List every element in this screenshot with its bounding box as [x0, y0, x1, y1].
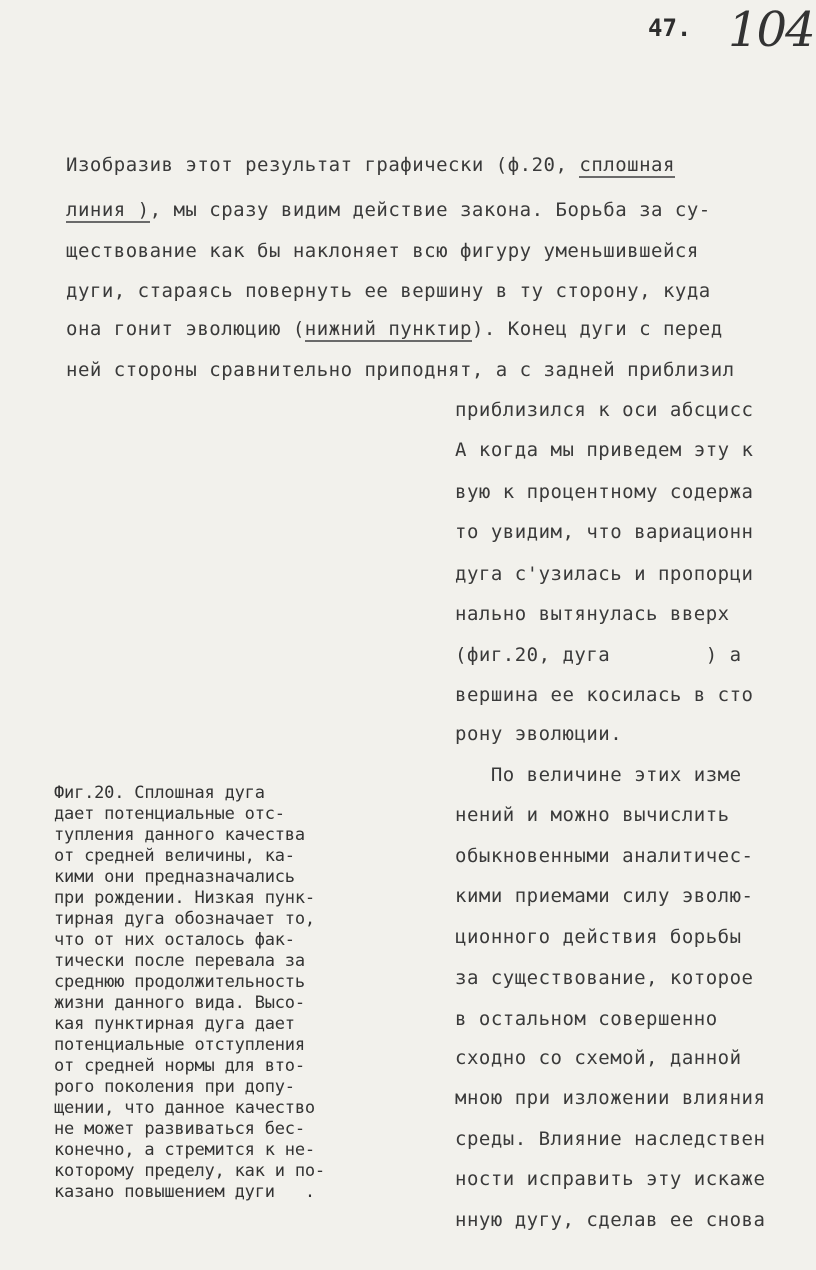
caption-line: от средней нормы для вто-: [54, 1056, 305, 1076]
caption-line: конечно, а стремится к не-: [54, 1140, 315, 1160]
text-line: А когда мы приведем эту к: [455, 439, 754, 461]
caption-line: щении, что данное качество: [54, 1098, 315, 1118]
caption-line: которому пределу, как и по-: [54, 1161, 325, 1181]
text-line: сходно со схемой, данной: [455, 1047, 742, 1069]
text-line: линия ), мы сразу видим действие закона. Борьба за су-: [66, 199, 711, 221]
caption-line: от средней величины, ка-: [54, 846, 295, 866]
caption-line: Фиг.20. Сплошная дуга: [54, 783, 265, 803]
page-number-typed: 47.: [648, 14, 692, 42]
text-line: Изобразив этот результат графически (ф.20, сплошная: [66, 154, 675, 176]
text-line: за существование, которое: [455, 967, 754, 989]
text-line: вую к процентному содержа: [455, 481, 754, 503]
text-line: нений и можно вычислить: [455, 804, 730, 826]
page-number-handwritten: 104: [728, 2, 814, 58]
caption-line: кими они предназначались: [54, 867, 295, 887]
text-line: По величине этих изме: [455, 764, 742, 786]
text-line: вершина ее косилась в сто: [455, 684, 754, 706]
text-line: (фиг.20, дуга ) а: [455, 644, 742, 666]
text-line: среды. Влияние наследствен: [455, 1128, 766, 1150]
caption-line: при рождении. Низкая пунк-: [54, 888, 315, 908]
text-line: ней стороны сравнительно приподнят, а с задней приблизил: [66, 359, 735, 381]
text-line: она гонит эволюцию (нижний пунктир). Конец дуги с перед: [66, 318, 723, 340]
text-line: кими приемами силу эволю-: [455, 885, 754, 907]
caption-line: тупления данного качества: [54, 825, 305, 845]
caption-line: не может развиваться бес-: [54, 1119, 305, 1139]
caption-line: казано повышением дуги .: [54, 1182, 315, 1202]
text-line: рону эволюции.: [455, 723, 623, 745]
caption-line: что от них осталось фак-: [54, 930, 295, 950]
caption-line: тирная дуга обозначает то,: [54, 909, 315, 929]
text-line: ности исправить эту искаже: [455, 1168, 766, 1190]
text-line: в остальном совершенно: [455, 1008, 718, 1030]
caption-line: рого поколения при допу-: [54, 1077, 295, 1097]
text-line: то увидим, что вариационн: [455, 521, 754, 543]
caption-line: жизни данного вида. Высо-: [54, 993, 305, 1013]
figure-caption: [54, 783, 399, 1203]
text-line: дуги, стараясь повернуть ее вершину в ту сторону, куда: [66, 280, 711, 302]
caption-line: тически после перевала за: [54, 951, 305, 971]
caption-line: потенциальные отступления: [54, 1035, 305, 1055]
text-line: нную дугу, сделав ее снова: [455, 1209, 766, 1231]
caption-line: дает потенциальные отс-: [54, 804, 285, 824]
caption-line: кая пунктирная дуга дает: [54, 1014, 295, 1034]
text-line: ществование как бы наклоняет всю фигуру уменьшившейся: [66, 240, 699, 262]
text-line: мною при изложении влияния: [455, 1087, 766, 1109]
text-line: обыкновенными аналитичес-: [455, 845, 754, 867]
text-line: дуга с'узилась и пропорци: [455, 563, 754, 585]
text-line: приблизился к оси абсцисс: [455, 399, 754, 421]
caption-line: среднюю продолжительность: [54, 972, 305, 992]
text-line: ционного действия борьбы: [455, 926, 742, 948]
text-line: нально вытянулась вверх: [455, 603, 730, 625]
